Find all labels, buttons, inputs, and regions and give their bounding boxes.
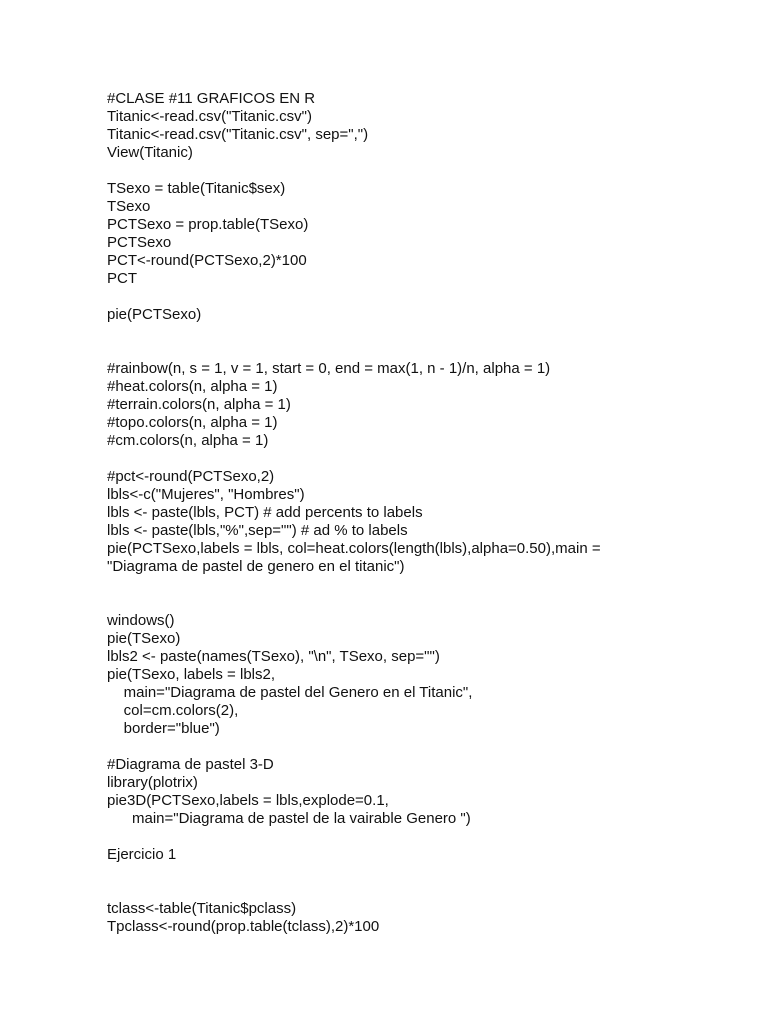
text-line: #rainbow(n, s = 1, v = 1, start = 0, end = max(1, n - 1)/n, alpha = 1): [107, 360, 551, 377]
blank-line: [107, 342, 747, 360]
blank-line: [107, 882, 747, 900]
text-line: pie(PCTSexo): [107, 306, 202, 323]
text-line: #heat.colors(n, alpha = 1): [107, 378, 278, 395]
text-line: col=cm.colors(2),: [107, 702, 239, 719]
text-line: #terrain.colors(n, alpha = 1): [107, 396, 291, 413]
text-line: pie(TSexo, labels = lbls2,: [107, 666, 276, 683]
text-line: "Diagrama de pastel de genero en el titanic"): [107, 558, 405, 575]
text-line: lbls<-c("Mujeres", "Hombres"): [107, 486, 305, 503]
text-line: Titanic<-read.csv("Titanic.csv"): [107, 108, 312, 125]
text-line: windows(): [107, 612, 175, 629]
text-line: PCT<-round(PCTSexo,2)*100: [107, 252, 307, 269]
text-line: TSexo: [107, 198, 151, 215]
text-line: main="Diagrama de pastel de la vairable Genero "): [107, 810, 471, 827]
text-line: tclass<-table(Titanic$pclass): [107, 900, 297, 917]
text-line: border="blue"): [107, 720, 220, 737]
text-line: lbls2 <- paste(names(TSexo), "\n", TSexo, sep=""): [107, 648, 440, 665]
text-line: pie(PCTSexo,labels = lbls, col=heat.colors(length(lbls),alpha=0.50),main =: [107, 540, 601, 557]
text-line: pie3D(PCTSexo,labels = lbls,explode=0.1,: [107, 792, 389, 809]
text-line: main="Diagrama de pastel del Genero en el Titanic",: [107, 684, 473, 701]
text-line: #topo.colors(n, alpha = 1): [107, 414, 278, 431]
blank-line: [107, 324, 747, 342]
text-line: Ejercicio 1: [107, 846, 177, 863]
blank-line: [107, 864, 747, 882]
blank-line: [107, 738, 747, 756]
text-line: #CLASE #11 GRAFICOS EN R: [107, 90, 316, 107]
text-line: lbls <- paste(lbls, PCT) # add percents to labels: [107, 504, 423, 521]
text-line: PCTSexo = prop.table(TSexo): [107, 216, 309, 233]
text-line: TSexo = table(Titanic$sex): [107, 180, 286, 197]
text-line: #pct<-round(PCTSexo,2): [107, 468, 275, 485]
text-line: pie(TSexo): [107, 630, 181, 647]
text-line: View(Titanic): [107, 144, 193, 161]
text-line: #Diagrama de pastel 3-D: [107, 756, 274, 773]
text-line: #cm.colors(n, alpha = 1): [107, 432, 269, 449]
text-line: PCT: [107, 270, 137, 287]
text-line: Tpclass<-round(prop.table(tclass),2)*100: [107, 918, 380, 935]
text-line: lbls <- paste(lbls,"%",sep="") # ad % to labels: [107, 522, 408, 539]
blank-line: [107, 288, 747, 306]
r-script-text: [107, 90, 747, 936]
text-line: library(plotrix): [107, 774, 198, 791]
text-line: Titanic<-read.csv("Titanic.csv", sep=","): [107, 126, 369, 143]
blank-line: [107, 594, 747, 612]
blank-line: [107, 450, 747, 468]
blank-line: [107, 576, 747, 594]
blank-line: [107, 828, 747, 846]
text-line: PCTSexo: [107, 234, 172, 251]
blank-line: [107, 162, 747, 180]
